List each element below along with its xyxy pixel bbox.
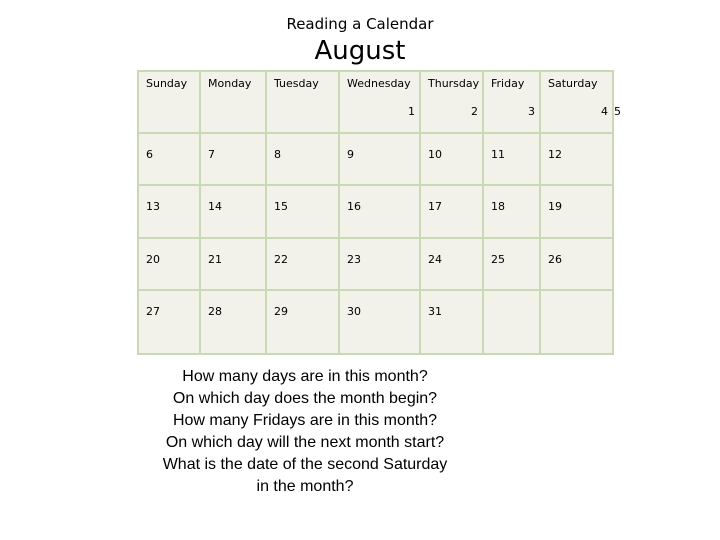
question-line: What is the date of the second Saturday [162,456,448,473]
day-cell [420,290,483,354]
weekday-label: Thursday [428,77,480,90]
date-number: 25 [491,252,505,266]
weekday-label: Monday [208,77,252,90]
date-number: 30 [347,304,361,318]
question-line: How many days are in this month? [182,368,428,385]
day-cell [266,71,339,133]
question-list [140,366,470,498]
question-line: in the month? [256,478,354,495]
date-number: 18 [491,200,505,214]
calendar-week-row [138,133,613,185]
day-cell [339,290,420,354]
day-cell [200,290,266,354]
date-number: 13 [146,200,160,214]
day-cell [200,185,266,237]
calendar-week-row [138,290,613,354]
date-number: 26 [548,252,562,266]
date-number: 10 [428,148,442,162]
date-number: 9 [347,148,354,162]
calendar-header-row [138,71,613,133]
day-cell [540,133,613,185]
day-cell [200,238,266,290]
question-line: On which day will the next month start? [165,434,445,451]
day-cell [138,133,200,185]
weekday-label: Tuesday [274,77,319,90]
date-number: 4 [601,105,608,118]
day-cell [420,185,483,237]
date-number: 2 [471,105,478,118]
calendar-week-row [138,185,613,237]
date-number: 17 [428,200,442,214]
date-number: 22 [274,252,288,266]
overflow-date-number: 5 [614,105,621,118]
day-cell [339,185,420,237]
day-cell [420,238,483,290]
weekday-label: Wednesday [347,77,411,90]
day-cell [266,238,339,290]
date-number: 3 [528,105,535,118]
date-number: 19 [548,200,562,214]
day-cell [339,133,420,185]
date-number: 12 [548,148,562,162]
date-number: 23 [347,252,361,266]
date-number: 29 [274,304,288,318]
day-cell [266,133,339,185]
day-cell [339,71,420,133]
date-number: 27 [146,304,160,318]
date-number: 6 [146,148,153,162]
day-cell [483,185,540,237]
weekday-label: Saturday [548,77,598,90]
day-cell [420,71,483,133]
day-cell [483,290,540,354]
date-number: 24 [428,252,442,266]
day-cell [540,238,613,290]
date-number: 21 [208,252,222,266]
weekday-label: Sunday [146,77,188,90]
date-number: 15 [274,200,288,214]
date-number: 16 [347,200,361,214]
date-number: 31 [428,304,442,318]
question-line: How many Fridays are in this month? [172,412,438,429]
day-cell [483,238,540,290]
date-number: 28 [208,304,222,318]
day-cell [483,133,540,185]
page-subtitle: Reading a Calendar [286,15,434,33]
day-cell [138,290,200,354]
day-cell [339,238,420,290]
question-line: On which day does the month begin? [172,390,438,407]
day-cell [138,71,200,133]
month-title: August [314,36,406,66]
day-cell [200,71,266,133]
calendar-week-row [138,238,613,290]
date-number: 20 [146,252,160,266]
day-cell [540,71,621,133]
day-cell [200,133,266,185]
day-cell [420,133,483,185]
day-cell [138,238,200,290]
day-cell [138,185,200,237]
date-number: 14 [208,200,222,214]
day-cell [266,290,339,354]
day-cell [540,185,613,237]
day-cell [540,290,613,354]
date-number: 11 [491,148,505,162]
day-cell [266,185,339,237]
day-cell [483,71,540,133]
date-number: 8 [274,148,281,162]
weekday-label: Friday [491,77,525,90]
date-number: 1 [408,105,415,118]
date-number: 7 [208,148,215,162]
calendar-grid [137,70,621,355]
